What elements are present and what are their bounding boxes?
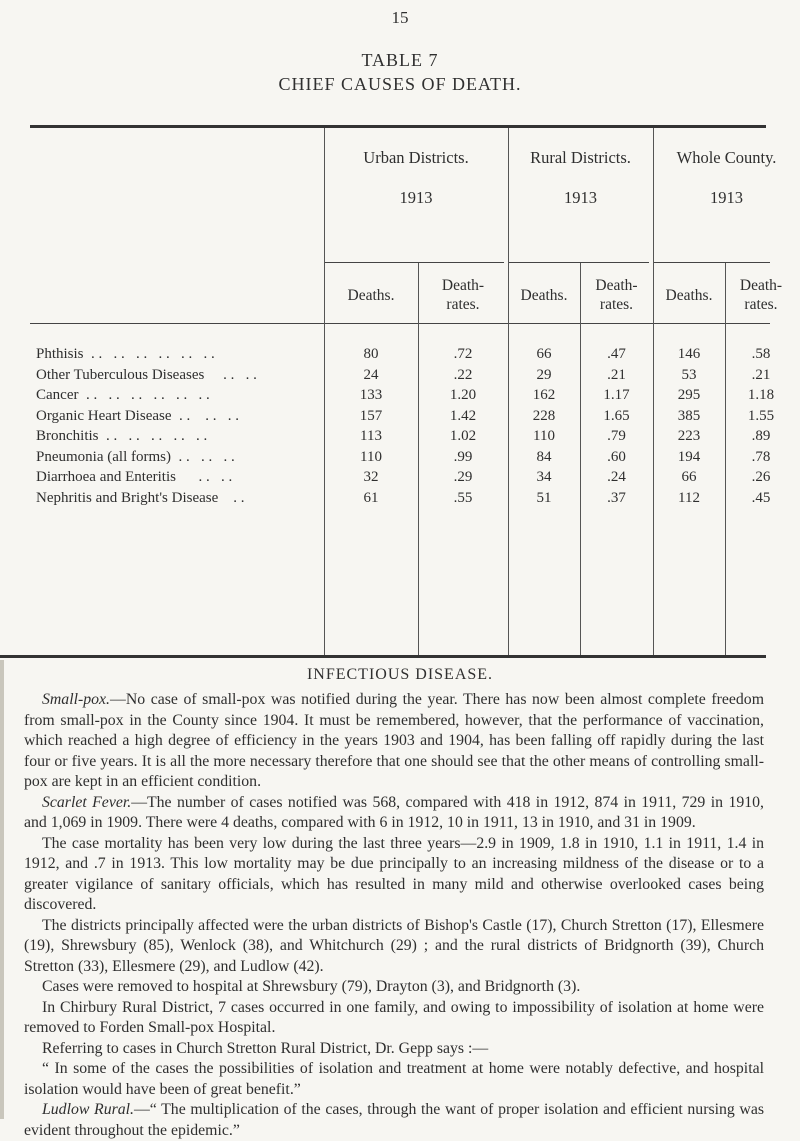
rural-death-rate: 1.65 bbox=[603, 407, 630, 424]
table-body bbox=[0, 346, 800, 510]
cause-label: Bronchitis . . . . . . . . . . bbox=[36, 428, 208, 444]
paragraph-districts: The districts principally affected were the urban districts of Bishop's Castle (17), Church Stretton (17), Ellesmere (19), Shrewsbury (85), Wenlock (38), and Whitchurch (29) ; and the rural districts of Bridgnorth (39), Church Stretton (33), Ellesmere (29), and Ludlow (42). bbox=[24, 916, 764, 975]
paragraph-body: —No case of small-pox was notified during the year. There has now been almost complete freedom from small-pox in the County since 1904. It must be remembered, however, that the performance of vaccination, which reached a high degree of efficiency in the years 1903 and 1904, has been falling off rapidly during the last four or five years. It is all the more necessary therefore that one should see that the other means of controlling small-pox are kept in an efficient condition. bbox=[24, 691, 764, 790]
rural-deaths: 66 bbox=[536, 346, 552, 362]
rural-death-rate: .79 bbox=[607, 428, 626, 444]
rural-deaths: 228 bbox=[532, 407, 556, 424]
table-row bbox=[0, 469, 800, 490]
urban-death-rate: 1.02 bbox=[449, 428, 477, 444]
county-death-rate: .78 bbox=[751, 448, 771, 465]
subheader-death-rates bbox=[418, 276, 508, 314]
body-text bbox=[24, 690, 764, 1141]
group-year: 1913 bbox=[710, 188, 743, 207]
subheader-line: rates. bbox=[744, 296, 778, 313]
county-death-rate: .58 bbox=[751, 346, 771, 362]
section-title: INFECTIOUS DISEASE. bbox=[306, 666, 494, 683]
cause-label: Other Tuberculous Diseases . . . . bbox=[36, 366, 257, 383]
county-deaths: 66 bbox=[681, 469, 697, 485]
rural-death-rate: .37 bbox=[607, 489, 626, 506]
subheader-line: Death- bbox=[595, 277, 638, 294]
paragraph-quote: “ In some of the cases the possibilities of isolation and treatment at home were notably defective, and hospital isolation would have been of great benefit.” bbox=[24, 1060, 764, 1098]
table-top-rule bbox=[30, 125, 766, 128]
group-year: 1913 bbox=[564, 188, 597, 207]
paragraph-body: —“ The multiplication of the cases, through the want of proper isolation and efficient nursing was evident throughout the epidemic.” bbox=[24, 1101, 764, 1139]
urban-deaths: 113 bbox=[360, 428, 382, 444]
cause-label: Organic Heart Disease . . . . . . bbox=[36, 407, 239, 424]
urban-deaths: 32 bbox=[363, 469, 379, 485]
urban-deaths: 80 bbox=[363, 346, 379, 362]
rural-deaths: 84 bbox=[536, 448, 552, 465]
county-deaths: 385 bbox=[677, 407, 701, 424]
county-death-rate: 1.55 bbox=[747, 407, 775, 424]
rural-deaths: 34 bbox=[536, 469, 552, 485]
subheader-death-rates bbox=[580, 276, 653, 314]
county-deaths: 223 bbox=[677, 428, 701, 444]
county-deaths: 53 bbox=[681, 366, 697, 383]
rural-death-rate: .60 bbox=[607, 448, 626, 465]
rural-deaths: 110 bbox=[533, 428, 555, 444]
cause-label: Cancer . . . . . . . . . . . . bbox=[36, 387, 210, 403]
paragraph-removals: Cases were removed to hospital at Shrewsbury (79), Drayton (3), and Bridgnorth (3). bbox=[42, 978, 581, 995]
table-row bbox=[0, 449, 800, 470]
paragraph-heading: Scarlet Fever. bbox=[42, 793, 132, 811]
table-row bbox=[0, 367, 800, 388]
rural-death-rate: 1.17 bbox=[603, 387, 630, 403]
county-death-rate: 1.18 bbox=[747, 387, 775, 403]
group-rule bbox=[508, 262, 649, 263]
paragraph-chirbury: In Chirbury Rural District, 7 cases occurred in one family, and owing to impossibility of isolation at home were removed to Forden Small-pox Hospital. bbox=[24, 998, 764, 1036]
table-title: CHIEF CAUSES OF DEATH. bbox=[278, 74, 522, 94]
group-name: Urban Districts. bbox=[363, 148, 469, 167]
county-deaths: 112 bbox=[678, 489, 700, 506]
paragraph-gepp: Referring to cases in Church Stretton Rural District, Dr. Gepp says :— bbox=[42, 1039, 489, 1057]
urban-death-rate: .72 bbox=[453, 346, 473, 362]
rural-deaths: 29 bbox=[536, 366, 552, 383]
page-number: 15 bbox=[391, 8, 409, 27]
group-name: Whole County. bbox=[676, 148, 777, 167]
urban-death-rate: 1.42 bbox=[449, 407, 477, 424]
urban-death-rate: 1.20 bbox=[449, 387, 477, 403]
subheader-death-rates bbox=[725, 276, 797, 314]
urban-death-rate: .22 bbox=[453, 366, 473, 383]
binding-margin bbox=[0, 660, 4, 1119]
subheader-line: Death- bbox=[441, 277, 485, 294]
table-bottom-rule bbox=[0, 655, 766, 658]
table-header-rule bbox=[30, 323, 770, 324]
urban-death-rate: .29 bbox=[453, 469, 473, 485]
rural-death-rate: .47 bbox=[607, 346, 626, 362]
urban-deaths: 110 bbox=[360, 448, 382, 465]
urban-deaths: 157 bbox=[359, 407, 383, 424]
subheader-deaths: Deaths. bbox=[347, 287, 395, 304]
urban-deaths: 133 bbox=[359, 387, 383, 403]
group-rule bbox=[324, 262, 504, 263]
table-row bbox=[0, 346, 800, 367]
cause-label: Nephritis and Bright's Disease . . bbox=[36, 489, 245, 506]
table-row bbox=[0, 387, 800, 408]
group-header-rural bbox=[508, 148, 653, 208]
subheader-deaths: Deaths. bbox=[665, 287, 713, 304]
subheader-deaths: Deaths. bbox=[520, 287, 568, 304]
cause-label: Pneumonia (all forms) . . . . . . bbox=[36, 448, 235, 465]
subheader-line: rates. bbox=[599, 296, 634, 313]
paragraph-case-mortality: The case mortality has been very low during the last three years—2.9 in 1909, 1.8 in 1910, 1.1 in 1911, 1.4 in 1912, and .7 in 1913. This low mortality may be due principally to an increasing mildness of the disease or to a greater vigilance of sanitary officials, which has resulted in many mild and otherwise overlooked cases being discovered. bbox=[24, 834, 764, 913]
county-death-rate: .26 bbox=[751, 469, 771, 485]
urban-death-rate: .55 bbox=[453, 489, 473, 506]
cause-label: Diarrhoea and Enteritis . . . . bbox=[36, 469, 233, 485]
subheader-line: Death- bbox=[739, 277, 783, 294]
group-name: Rural Districts. bbox=[530, 148, 631, 167]
table-row bbox=[0, 428, 800, 449]
county-deaths: 295 bbox=[677, 387, 701, 403]
county-death-rate: .21 bbox=[751, 366, 771, 383]
group-header-whole-county bbox=[653, 148, 800, 208]
rural-death-rate: .24 bbox=[607, 469, 626, 485]
urban-deaths: 61 bbox=[363, 489, 379, 506]
county-death-rate: .89 bbox=[751, 428, 771, 444]
urban-deaths: 24 bbox=[363, 366, 379, 383]
rural-deaths: 162 bbox=[532, 387, 556, 403]
county-deaths: 146 bbox=[677, 346, 701, 362]
rural-death-rate: .21 bbox=[607, 366, 626, 383]
paragraph-heading: Ludlow Rural. bbox=[42, 1101, 134, 1118]
urban-death-rate: .99 bbox=[453, 448, 473, 465]
table-number: TABLE 7 bbox=[361, 50, 439, 70]
paragraph-body: —The number of cases notified was 568, compared with 418 in 1912, 874 in 1911, 729 in 1910, and 1,069 in 1909. There were 4 deaths, compared with 6 in 1912, 10 in 1911, 13 in 1910, and 31 in 1909. bbox=[24, 793, 764, 831]
subheader-line: rates. bbox=[446, 296, 480, 313]
county-deaths: 194 bbox=[677, 448, 701, 465]
group-year: 1913 bbox=[399, 188, 433, 207]
table-row bbox=[0, 490, 800, 511]
paragraph-small-pox bbox=[24, 690, 764, 793]
paragraph-scarlet-fever bbox=[24, 793, 764, 834]
paragraph-heading: Small-pox. bbox=[42, 691, 111, 708]
rural-deaths: 51 bbox=[536, 489, 552, 506]
table-row bbox=[0, 408, 800, 429]
paragraph-ludlow bbox=[24, 1100, 764, 1141]
cause-label: Phthisis . . . . . . . . . . . . bbox=[36, 346, 215, 362]
group-rule bbox=[653, 262, 770, 263]
group-header-urban bbox=[324, 148, 508, 208]
county-death-rate: .45 bbox=[751, 489, 771, 506]
